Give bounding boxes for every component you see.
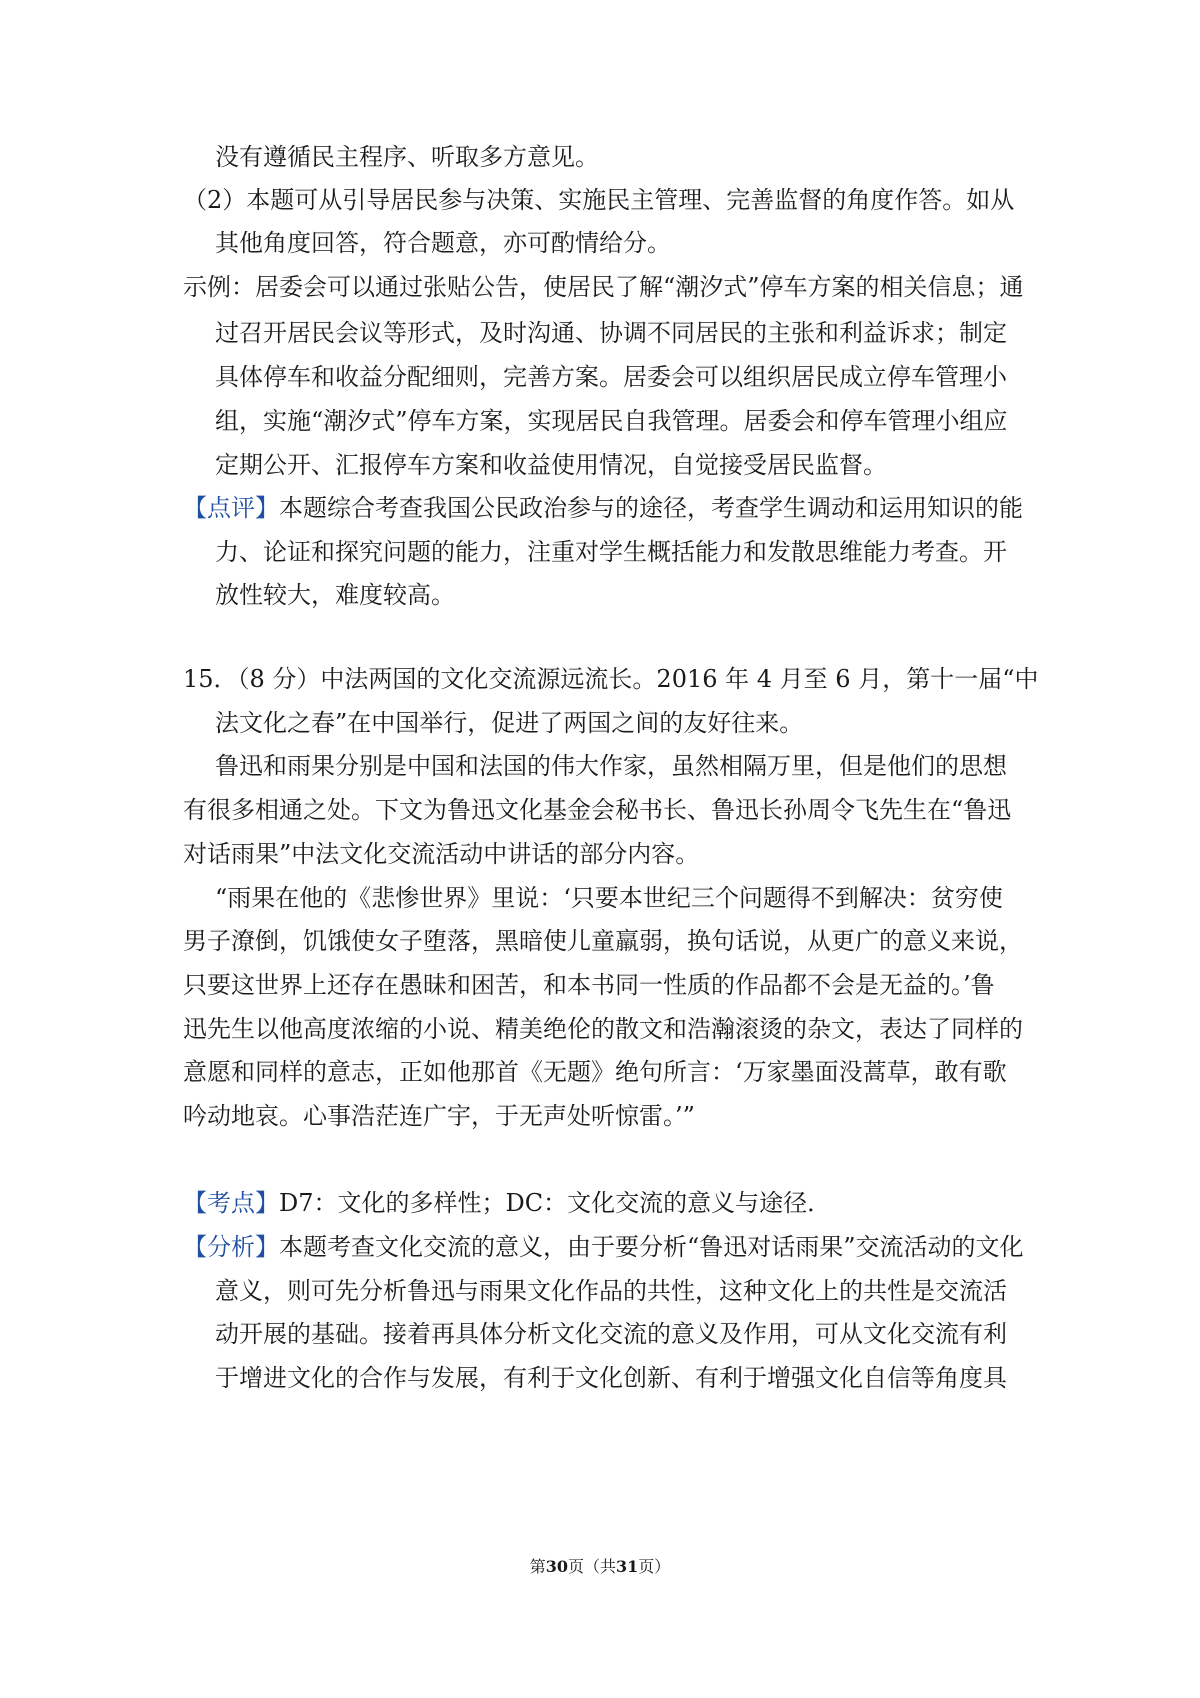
kaodian-text: D7：文化的多样性；DC：文化交流的意义与途径． [279, 1189, 832, 1217]
analysis-line: 意义，则可先分析鲁迅与雨果文化作品的共性，这种文化上的共性是交流活 [215, 1277, 1007, 1305]
analysis-line: 动开展的基础。接着再具体分析文化交流的意义及作用，可从文化交流有利 [215, 1320, 1007, 1348]
quote-paragraph-line: 迅先生以他高度浓缩的小说、精美绝伦的散文和浩瀚滚烫的杂文，表达了同样的 [183, 1015, 1023, 1043]
example-line: 组，实施“潮汐式”停车方案，实现居民自我管理。居委会和停车管理小组应 [215, 407, 1008, 435]
analysis-line: 于增进文化的合作与发展，有利于文化创新、有利于增强文化自信等角度具 [215, 1364, 1007, 1392]
kaodian-line [183, 1188, 831, 1218]
quote-paragraph-line: “雨果在他的《悲惨世界》里说：‘只要本世纪三个问题得不到解决：贫穷使 [215, 884, 1003, 912]
answer-continuation: 没有遵循民主程序、听取多方意见。 [215, 143, 599, 171]
page-footer [0, 1556, 1200, 1578]
footer-suffix: 页） [638, 1557, 671, 1576]
analysis-text: 本题考查文化交流的意义，由于要分析“鲁迅对话雨果”交流活动的文化 [279, 1233, 1024, 1261]
material-paragraph-line: 对话雨果”中法文化交流活动中讲话的部分内容。 [183, 840, 700, 868]
quote-paragraph-line: 只要这世界上还存在愚昧和困苦，和本书同一性质的作品都不会是无益的。’鲁 [183, 971, 995, 999]
question-15-line: 15．（8 分）中法两国的文化交流源远流长。2016 年 4 月至 6 月，第十一届“中 [183, 665, 1039, 693]
review-tag: 【点评】 [183, 494, 279, 522]
review-text: 本题综合考查我国公民政治参与的途径，考查学生调动和运用知识的能 [279, 494, 1023, 522]
quote-paragraph-line: 男子潦倒，饥饿使女子堕落，黑暗使儿童羸弱，换句话说，从更广的意义来说， [183, 927, 1023, 955]
answer-part-2-line: （2）本题可从引导居民参与决策、实施民主管理、完善监督的角度作答。如从 [183, 186, 1015, 214]
quote-paragraph-line: 吟动地哀。心事浩茫连广宇，于无声处听惊雷。’” [183, 1102, 695, 1130]
quote-paragraph-line: 意愿和同样的意志，正如他那首《无题》绝句所言：‘万家墨面没蒿草，敢有歌 [183, 1058, 1007, 1086]
example-line: 定期公开、汇报停车方案和收益使用情况，自觉接受居民监督。 [215, 451, 887, 479]
kaodian-tag: 【考点】 [183, 1189, 279, 1217]
total-page-number: 31 [616, 1557, 639, 1576]
question-15-line: 法文化之春”在中国举行，促进了两国之间的友好往来。 [215, 709, 804, 737]
analysis-tag: 【分析】 [183, 1233, 279, 1261]
material-paragraph-line: 有很多相通之处。下文为鲁迅文化基金会秘书长、鲁迅长孙周令飞先生在“鲁迅 [183, 796, 1012, 824]
analysis-line [183, 1232, 1024, 1262]
example-line: 示例：居委会可以通过张贴公告，使居民了解“潮汐式”停车方案的相关信息；通 [183, 273, 1024, 301]
material-paragraph-line: 鲁迅和雨果分别是中国和法国的伟大作家，虽然相隔万里，但是他们的思想 [215, 752, 1007, 780]
review-line [183, 493, 1023, 523]
footer-prefix: 第 [529, 1557, 546, 1576]
footer-mid: 页（共 [567, 1557, 616, 1576]
review-line: 力、论证和探究问题的能力，注重对学生概括能力和发散思维能力考查。开 [215, 538, 1007, 566]
example-line: 过召开居民会议等形式，及时沟通、协调不同居民的主张和利益诉求；制定 [215, 319, 1007, 347]
answer-part-2-line: 其他角度回答，符合题意，亦可酌情给分。 [215, 229, 671, 257]
review-line: 放性较大，难度较高。 [215, 581, 455, 609]
current-page-number: 30 [545, 1557, 568, 1576]
example-line: 具体停车和收益分配细则，完善方案。居委会可以组织居民成立停车管理小 [215, 363, 1007, 391]
